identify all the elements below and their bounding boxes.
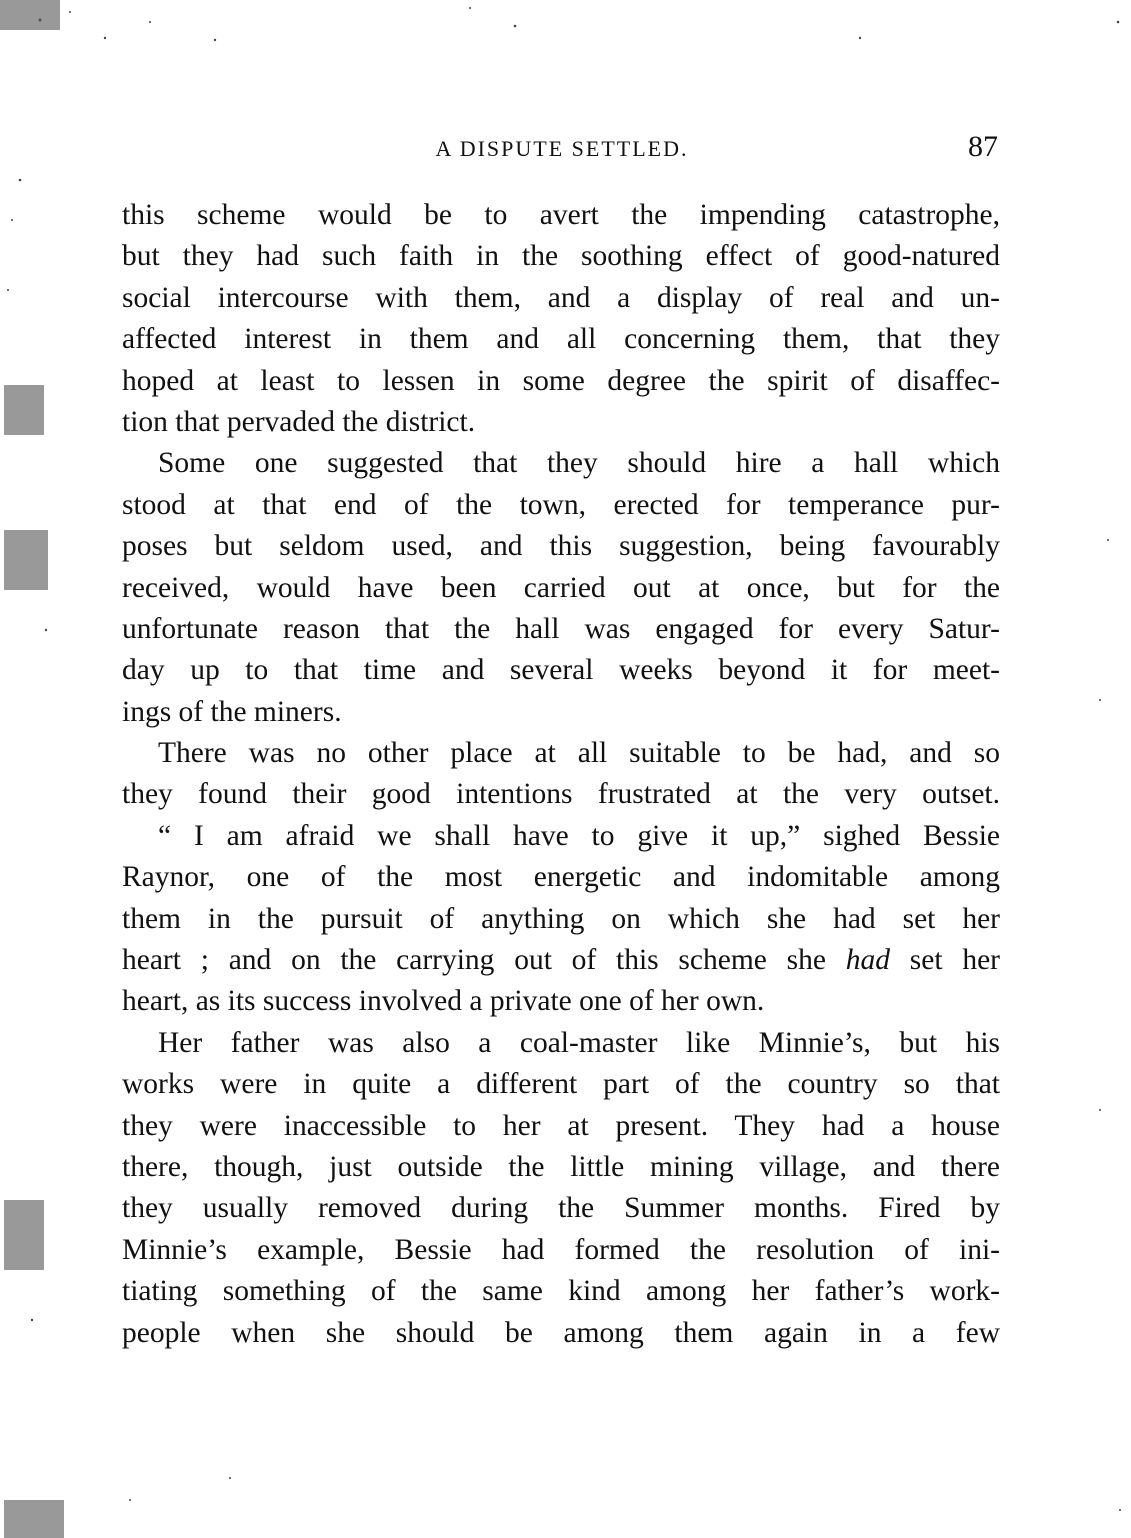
italic-word: had (845, 944, 891, 977)
text-line: works were in quite a different part of the country so that (122, 1068, 1000, 1101)
text-segment: set her (890, 944, 1001, 977)
text-line: ings of the miners. (122, 695, 342, 728)
text-line: they usually removed during the Summer months. Fired by (122, 1192, 1000, 1225)
text-line: poses but seldom used, and this suggestion, being favourably (122, 530, 1000, 563)
text-line: Minnie’s example, Bessie had formed the resolution of ini- (122, 1233, 1000, 1266)
text-line: heart, as its success involved a private one of her own. (122, 985, 765, 1018)
running-head (122, 130, 1002, 170)
body-text (122, 195, 1000, 1354)
text-line: day up to that time and several weeks beyond it for meet- (122, 654, 1000, 687)
text-line: affected interest in them and all concerning them, that they (122, 323, 1000, 356)
text-line: Some one suggested that they should hire a hall which (158, 447, 1000, 480)
running-title: A DISPUTE SETTLED. (435, 136, 689, 161)
text-line: there, though, just outside the little mining village, and there (122, 1150, 1000, 1183)
text-line: unfortunate reason that the hall was engaged for every Satur- (122, 612, 1000, 645)
text-line: they found their good intentions frustrated at the very outset. (122, 778, 1000, 811)
text-line: they were inaccessible to her at present. They had a house (122, 1109, 1000, 1142)
text-line: stood at that end of the town, erected for temperance pur- (122, 488, 1000, 521)
text-line: Her father was also a coal-master like Minnie’s, but his (158, 1026, 1000, 1059)
page-number: 87 (968, 130, 998, 163)
text-line: There was no other place at all suitable to be had, and so (158, 737, 1000, 770)
text-line: social intercourse with them, and a display of real and un- (122, 281, 1000, 314)
text-line: Raynor, one of the most energetic and indomitable among (122, 861, 1000, 894)
text-line (122, 940, 1000, 981)
text-line: tiating something of the same kind among her father’s work- (122, 1275, 1000, 1308)
text-line: received, would have been carried out at once, but for the (122, 571, 1000, 604)
text-line: people when she should be among them again in a few (122, 1316, 1000, 1349)
text-line: them in the pursuit of anything on which she had set her (122, 902, 1000, 935)
text-line: “ I am afraid we shall have to give it up,” sighed Bessie (158, 819, 1000, 852)
text-line: this scheme would be to avert the impending catastrophe, (122, 199, 1000, 231)
text-line: tion that pervaded the district. (122, 405, 476, 438)
text-line: hoped at least to lessen in some degree the spirit of disaffec- (122, 364, 1000, 397)
text-segment: heart ; and on the carrying out of this scheme she (122, 944, 846, 977)
text-line: but they had such faith in the soothing effect of good-natured (122, 240, 1000, 273)
